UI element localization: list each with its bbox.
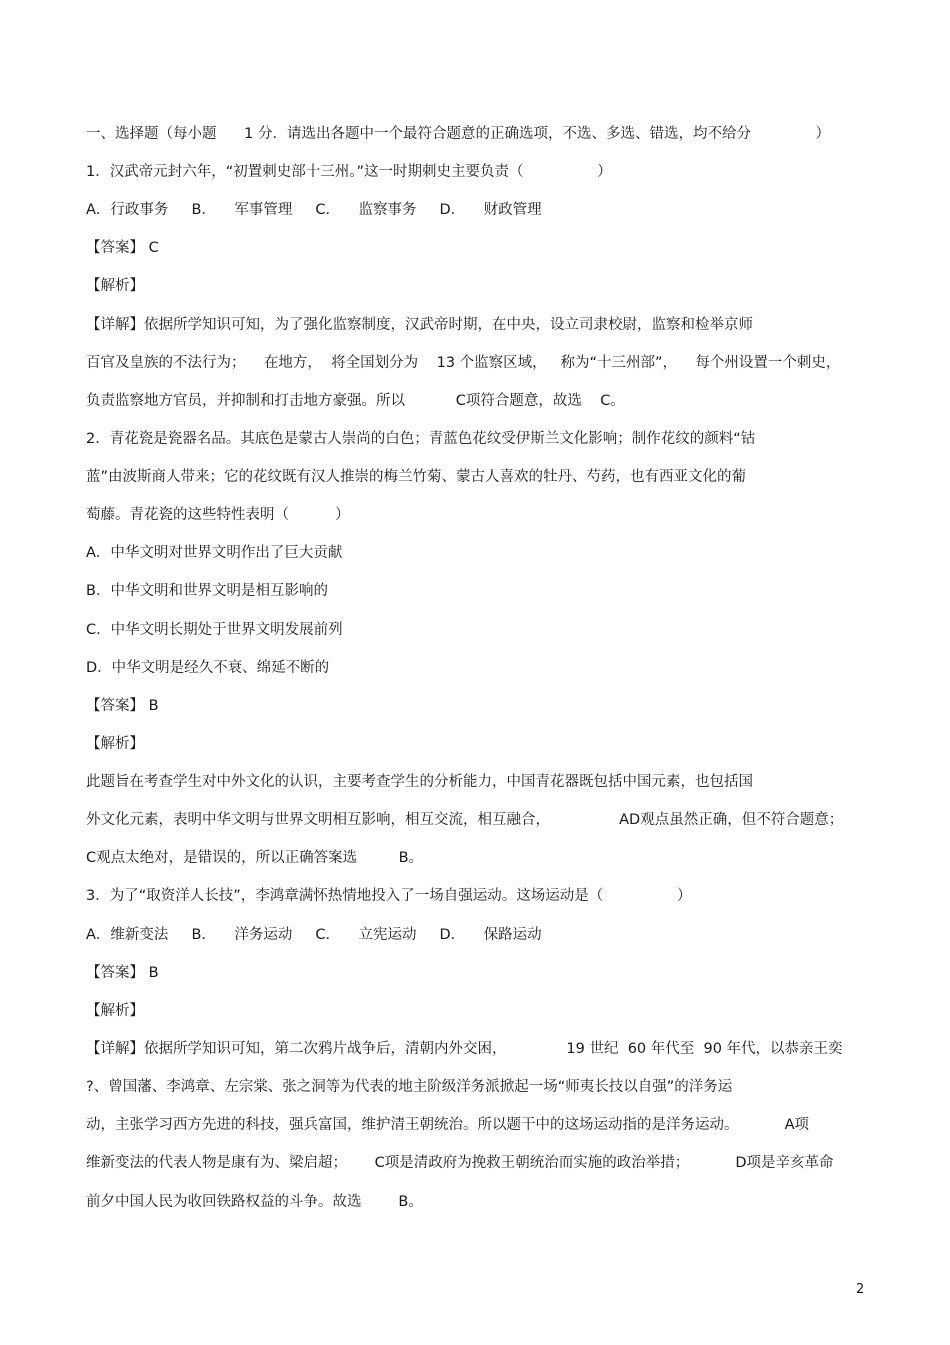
- question-2-stem-line: 2．青花瓷是瓷器名品。其底色是蒙古人崇尚的白色；青蓝色花纹受伊斯兰文化影响；制作花纹的颜料“钴: [86, 431, 756, 447]
- question-3-explanation-line: 维新变法的代表人物是康有为、梁启超； C项是清政府为挽救王朝统治而实施的政治举措； D项是辛亥革命: [86, 1155, 834, 1171]
- question-1-explanation-line: 【详解】依据所学知识可知，为了强化监察制度，汉武帝时期，在中央，设立司隶校尉，监察和检举京师: [86, 317, 753, 333]
- question-3-options: A．维新变法 B． 洋务运动 C． 立宪运动 D． 保路运动: [86, 927, 542, 943]
- page-number: 2: [856, 1282, 865, 1297]
- question-2-option-d: D．中华文明是经久不衰、绵延不断的: [86, 660, 330, 676]
- question-2-explanation-line: 此题旨在考查学生对中外文化的认识，主要考查学生的分析能力，中国青花器既包括中国元素，也包括国: [86, 774, 753, 790]
- question-3-explanation-line: 动，主张学习西方先进的科技，强兵富国，维护清王朝统治。所以题干中的这场运动指的是洋务运动。 A项: [86, 1117, 810, 1133]
- question-1-explanation-line: 负责监察地方官员，并抑制和打击地方豪强。所以 C项符合题意，故选 C。: [86, 393, 625, 409]
- question-1-answer: 【答案】 C: [86, 240, 159, 256]
- question-3-answer: 【答案】 B: [86, 965, 159, 981]
- question-3-explanation-line: 【详解】依据所学知识可知，第二次鸦片战争后，清朝内外交困， 19 世纪 60 年代至 90 年代，以恭亲王奕: [86, 1041, 843, 1057]
- question-3-stem: 3．为了“取资洋人长技”，李鸿章满怀热情地投入了一场自强运动。这场运动是（ ）: [86, 888, 692, 904]
- question-2-stem-line: 蓝”由波斯商人带来；它的花纹既有汉人推崇的梅兰竹菊、蒙古人喜欢的牡丹、芍药，也有西亚文化的葡: [86, 469, 747, 485]
- question-2-analysis-label: 【解析】: [86, 736, 144, 752]
- question-1-stem: 1．汉武帝元封六年，“初置刺史部十三州。”这一时期刺史主要负责（ ）: [86, 164, 612, 180]
- question-1-explanation-line: 百官及皇族的不法行为； 在地方， 将全国划分为 13 个监察区域， 称为“十三州部”， 每个州设置一个刺史，: [86, 355, 841, 371]
- question-3-explanation-line: ?、曾国藩、李鸿章、左宗棠、张之洞等为代表的地主阶级洋务派掀起一场“师夷长技以自强”的洋务运: [86, 1079, 733, 1095]
- question-2-answer: 【答案】 B: [86, 698, 159, 714]
- question-2-explanation-line: C观点太绝对，是错误的，所以正确答案选 B。: [86, 850, 424, 866]
- question-2-option-b: B．中华文明和世界文明是相互影响的: [86, 583, 328, 599]
- question-1-options: A．行政事务 B． 军事管理 C． 监察事务 D． 财政管理: [86, 202, 542, 218]
- question-3-explanation-line: 前夕中国人民为收回铁路权益的斗争。故选 B。: [86, 1194, 423, 1210]
- section-heading: 一、选择题（每小题 1 分．请选出各题中一个最符合题意的正确选项，不选、多选、错选，均不给分 ）: [86, 126, 831, 142]
- question-3-analysis-label: 【解析】: [86, 1003, 144, 1019]
- question-2-option-a: A．中华文明对世界文明作出了巨大贡献: [86, 545, 343, 561]
- question-2-stem-line: 萄藤。青花瓷的这些特性表明（ ）: [86, 507, 350, 523]
- question-2-explanation-line: 外文化元素，表明中华文明与世界文明相互影响，相互交流，相互融合， AD观点虽然正确，但不符合题意；: [86, 812, 844, 828]
- question-2-option-c: C．中华文明长期处于世界文明发展前列: [86, 622, 343, 638]
- question-1-analysis-label: 【解析】: [86, 278, 144, 294]
